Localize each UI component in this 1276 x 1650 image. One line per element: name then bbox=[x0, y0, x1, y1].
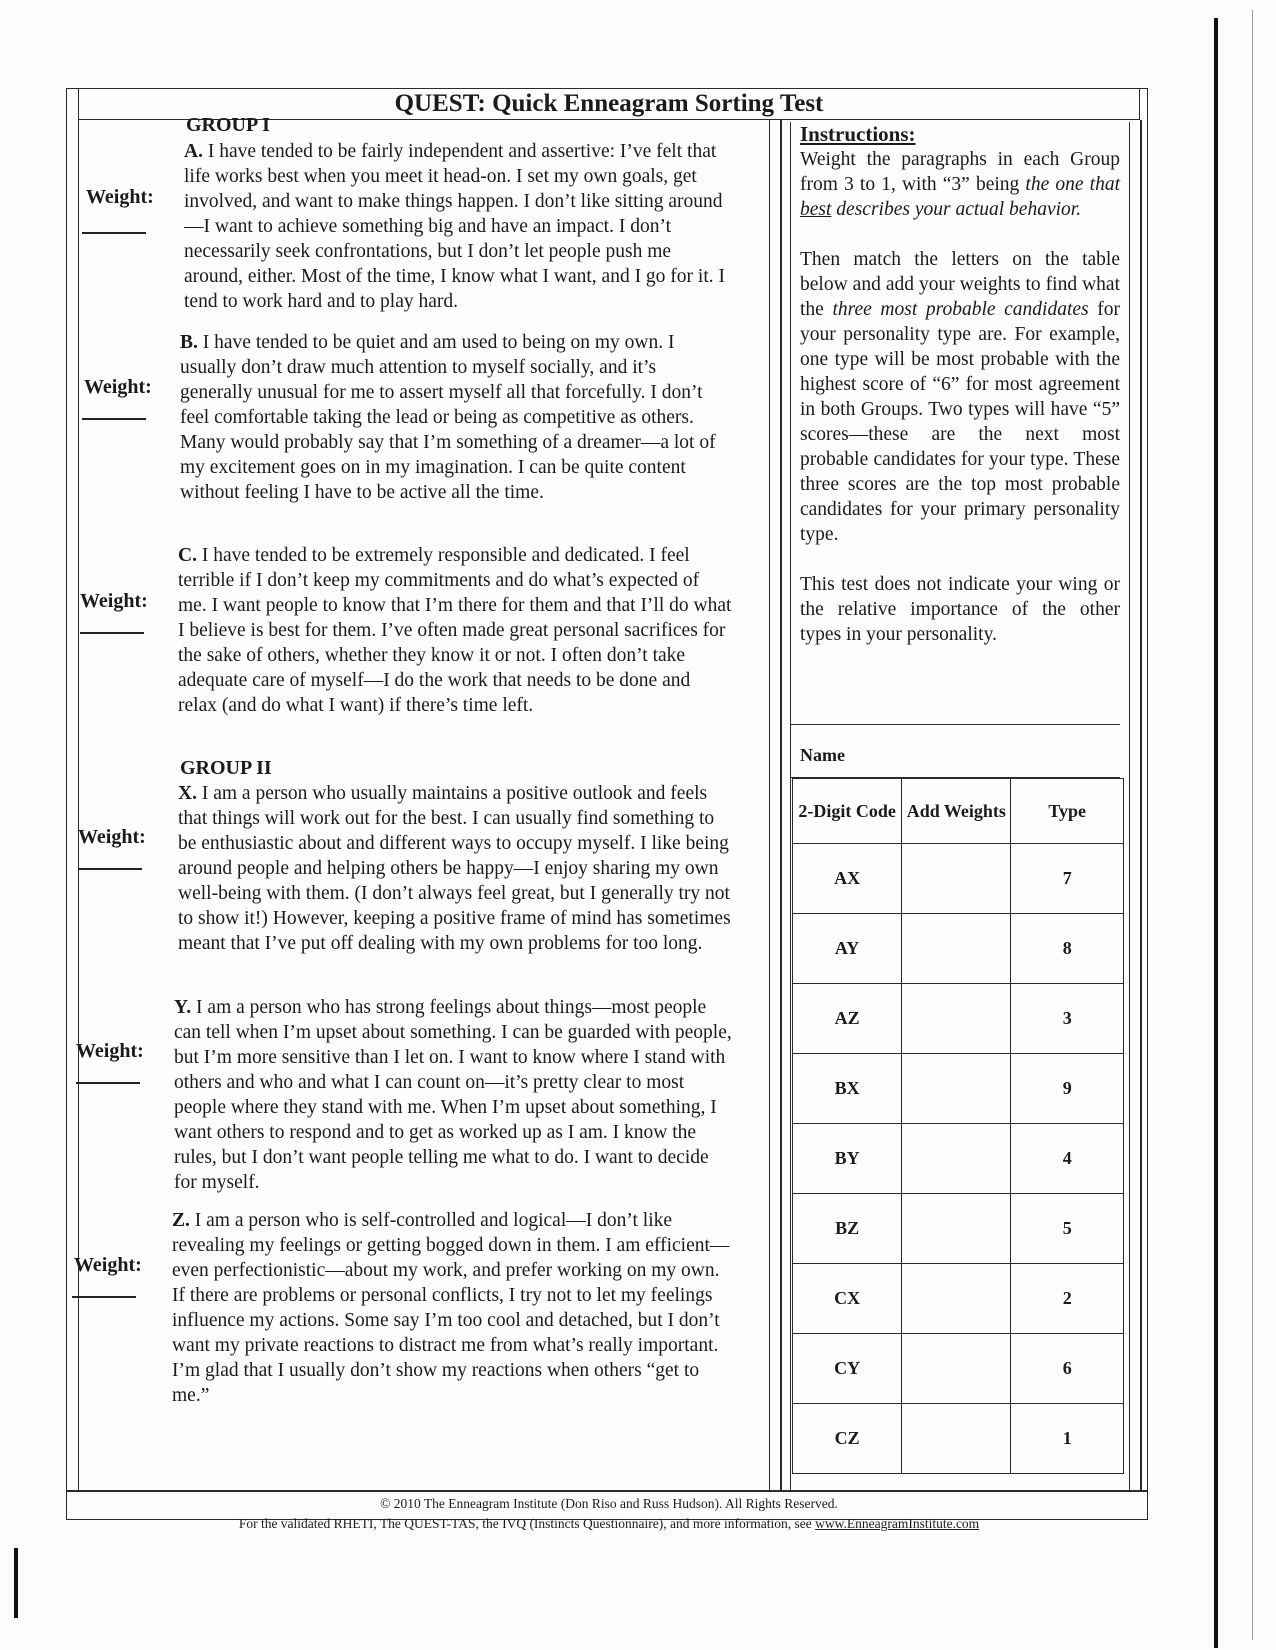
weight-label-c: Weight: bbox=[80, 590, 148, 612]
name-label: Name bbox=[800, 745, 845, 765]
weights-cell[interactable] bbox=[902, 1054, 1011, 1124]
column-divider bbox=[780, 120, 782, 1490]
table-row bbox=[793, 984, 1124, 1054]
weight-label-b: Weight: bbox=[84, 376, 152, 398]
column-divider bbox=[1140, 120, 1142, 1490]
weight-blank-y[interactable] bbox=[76, 1082, 140, 1084]
table-row bbox=[793, 1054, 1124, 1124]
weights-cell[interactable] bbox=[902, 1404, 1011, 1474]
website-link[interactable]: www.EnneagramInstitute.com bbox=[815, 1516, 980, 1531]
instructions-paragraph-3: This test does not indicate your wing or the relative importance of the other types in your personality. bbox=[800, 574, 1120, 645]
paragraph-z: Z. I am a person who is self-controlled and logical—I don’t like revealing my feelings or getting bogged down in them. I am efficient—even perfectionistic—about my work, and prefer working on my own. If there are problems or personal conflicts, I try not to let my feelings influence my actions. Some say I’m too cool and detached, but I don’t want my private reactions to distract me from what’s really important. I’m glad that I usually don’t show my reactions when others “get to me.” bbox=[172, 1210, 730, 1406]
instructions-heading: Instructions: bbox=[800, 122, 916, 146]
code-cell: BY bbox=[793, 1124, 902, 1194]
weights-cell[interactable] bbox=[902, 914, 1011, 984]
column-header-type: Type bbox=[1011, 779, 1124, 844]
code-cell: CY bbox=[793, 1334, 902, 1404]
weight-blank-a[interactable] bbox=[82, 232, 146, 234]
instructions-paragraph-1: Weight the paragraphs in each Group from 3 to 1, with “3” being the one that best describes your actual behavior. bbox=[800, 149, 1120, 220]
weights-cell[interactable] bbox=[902, 844, 1011, 914]
weights-cell[interactable] bbox=[902, 984, 1011, 1054]
paragraph-x: X. I am a person who usually maintains a positive outlook and feels that things will work out for the best. I can usually find something to be enthusiastic about and different ways to occupy myself. I like being around people and helping others be happy—I enjoy sharing my own well-being with them. (I don’t always feel great, but I generally try not to show it!) However, keeping a positive frame of mind has sometimes meant that I’ve put off dealing with my own problems for too long. bbox=[178, 783, 731, 954]
weight-label-z: Weight: bbox=[74, 1254, 142, 1276]
column-header-code: 2-Digit Code bbox=[793, 779, 902, 844]
weights-cell[interactable] bbox=[902, 1124, 1011, 1194]
scan-edge-line bbox=[1252, 10, 1253, 1640]
weights-cell[interactable] bbox=[902, 1194, 1011, 1264]
paragraph-a: A. I have tended to be fairly independent and assertive: I’ve felt that life works best when you meet it head-on. I set my own goals, get involved, and want to make things happen. I don’t like sitting around—I want to achieve something big and have an impact. I don’t necessarily seek confrontations, but I don’t let people push me around, either. Most of the time, I know what I want, and I go for it. I tend to work hard and to play hard. bbox=[184, 141, 726, 312]
instructions bbox=[800, 122, 1120, 647]
weight-label-x: Weight: bbox=[78, 826, 146, 848]
table-row bbox=[793, 914, 1124, 984]
table-row bbox=[793, 844, 1124, 914]
instructions-paragraph-2: Then match the letters on the table below and add your weights to find what the three most probable candidates for your personality type are. For example, one type will be most probable with the highest score of “6” for most agreement in both Groups. Two types will have “5” scores—these are the next most probable candidates for your type. These three scores are the top most probable candidates for your primary personality type. bbox=[800, 249, 1120, 545]
paragraph-y: Y. I am a person who has strong feelings about things—most people can tell when I’m upset about something. I can be guarded with people, but I’m more sensitive than I let on. I want to know where I stand with others and who and what I can count on—it’s pretty clear to most people where they stand with me. When I’m upset about something, I want others to respond and to get as worked up as I am. I know the rules, but I don’t want people telling me what to do. I want to decide for myself. bbox=[174, 997, 732, 1193]
weight-blank-z[interactable] bbox=[72, 1296, 136, 1298]
weights-cell[interactable] bbox=[902, 1334, 1011, 1404]
type-cell: 1 bbox=[1011, 1404, 1124, 1474]
type-cell: 3 bbox=[1011, 984, 1124, 1054]
paragraph-c: C. I have tended to be extremely responsible and dedicated. I feel terrible if I don’t keep my commitments and do what’s expected of me. I want people to know that I’m there for them and that I’ll do what I believe is best for them. I’ve often made great personal sacrifices for the sake of others, whether they know it or not. I often don’t take adequate care of myself—I do the work that needs to be done and relax (and do what I want) if there’s time left. bbox=[178, 545, 732, 716]
group-2-heading: GROUP II bbox=[180, 757, 272, 779]
footer-divider bbox=[66, 1490, 1148, 1492]
scan-edge-mark bbox=[14, 1548, 18, 1618]
code-cell: BZ bbox=[793, 1194, 902, 1264]
code-cell: AY bbox=[793, 914, 902, 984]
table-row bbox=[793, 1124, 1124, 1194]
code-cell: BX bbox=[793, 1054, 902, 1124]
table-row bbox=[793, 1264, 1124, 1334]
table-row bbox=[793, 1194, 1124, 1264]
table-row bbox=[793, 1334, 1124, 1404]
code-cell: AZ bbox=[793, 984, 902, 1054]
page-title: QUEST: Quick Enneagram Sorting Test bbox=[394, 90, 824, 117]
weights-cell[interactable] bbox=[902, 1264, 1011, 1334]
footer bbox=[78, 1494, 1140, 1534]
type-cell: 4 bbox=[1011, 1124, 1124, 1194]
footer-info-line: For the validated RHETI, The QUEST-TAS, the IVQ (Instincts Questionnaire), and more information, see www.EnneagramInstitute.com bbox=[238, 1516, 980, 1531]
scan-edge-mark bbox=[1214, 18, 1218, 1648]
type-cell: 5 bbox=[1011, 1194, 1124, 1264]
scoring-table bbox=[792, 778, 1124, 1474]
weight-blank-b[interactable] bbox=[82, 418, 146, 420]
weight-blank-x[interactable] bbox=[78, 868, 142, 870]
type-cell: 6 bbox=[1011, 1334, 1124, 1404]
code-cell: CX bbox=[793, 1264, 902, 1334]
weight-label-y: Weight: bbox=[76, 1040, 144, 1062]
code-cell: CZ bbox=[793, 1404, 902, 1474]
table-row bbox=[793, 1404, 1124, 1474]
type-cell: 8 bbox=[1011, 914, 1124, 984]
code-cell: AX bbox=[793, 844, 902, 914]
weight-blank-c[interactable] bbox=[80, 632, 144, 634]
type-cell: 2 bbox=[1011, 1264, 1124, 1334]
column-header-weights: Add Weights bbox=[902, 779, 1011, 844]
weight-label-a: Weight: bbox=[86, 186, 154, 208]
type-cell: 7 bbox=[1011, 844, 1124, 914]
copyright-line: © 2010 The Enneagram Institute (Don Riso and Russ Hudson). All Rights Reserved. bbox=[380, 1496, 838, 1511]
type-cell: 9 bbox=[1011, 1054, 1124, 1124]
paragraph-b: B. I have tended to be quiet and am used to being on my own. I usually don’t draw much attention to myself socially, and it’s generally unusual for me to assert myself all that forcefully. I don’t feel comfortable taking the lead or being as competitive as others. Many would probably say that I’m something of a dreamer—a lot of my excitement goes on in my imagination. I can be quite content without feeling I have to be active all the time. bbox=[180, 332, 716, 503]
group-1-heading: GROUP I bbox=[186, 114, 270, 136]
